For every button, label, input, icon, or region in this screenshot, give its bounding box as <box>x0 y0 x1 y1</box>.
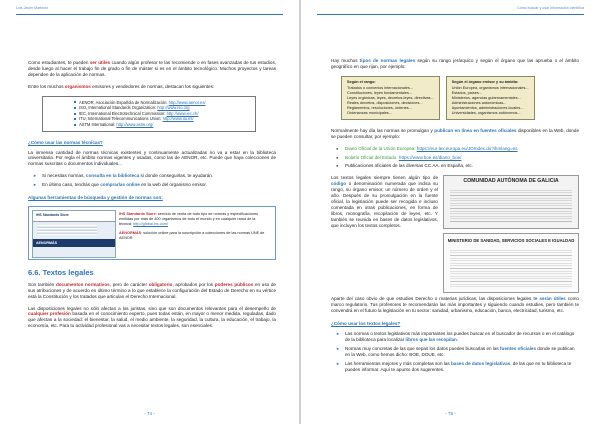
link[interactable]: https://eur-lex.europa.eu/JOIndex.do?ihmlang=es <box>416 145 518 151</box>
screenshot-banner: AENORMÁS <box>33 239 115 247</box>
arrow-bullet-icon: ► <box>33 173 37 179</box>
galicia-gazette-image: COMUNIDAD AUTÓNOMA DE GALICIA <box>443 175 579 229</box>
ministry-gazette-image: MINISTERIO DE SANIDAD, SERVICIOS SOCIALES E IGUALDAD <box>443 233 579 293</box>
paragraph: Entre los muchos organismos emisores y vendedores de normas, destacan los siguientes: <box>28 83 215 89</box>
ihs-screenshot <box>32 210 116 258</box>
running-head-right: Cómo buscar y usar información científica <box>517 6 584 10</box>
arrow-bullet-icon: ► <box>336 330 340 336</box>
arrow-bullet-icon: ► <box>33 182 37 188</box>
link[interactable]: http://www.astm.org/ <box>116 122 154 127</box>
paragraph: Como estudiantes, te pueden ser útiles cuando algún profesor te las recomiende o en fases avanzadas de tus estudios, desde luego al hacer el trabajo fin de grado o fin de máster si es en el ámbito tecnológico. Muchos proyectos y tareas dependen de la aplicación de normas. <box>28 60 277 77</box>
rank-box: Según el rango: Tratados o convenios internacionales... Constituciones, leyes fundamentales... Leyes orgánicas, leyes, decretos-leyes, directivas... Reales decretos, disposiciones, decisiones... Reglamentos, resoluciones, órdenes... Ordenanzas municipales... <box>341 76 440 120</box>
list-item: ISO, International Standards Organization: http://www.iso.org <box>79 105 249 111</box>
bullet-icon: ● <box>336 145 339 151</box>
link[interactable]: http://www.iec.ch/ <box>166 110 199 116</box>
arrow-bullet-icon: ► <box>336 360 340 366</box>
screenshot-header: IHS Standards Store <box>33 211 115 222</box>
left-page <box>0 0 299 424</box>
paragraph: Aparte del caso obvio de que estudies Derecho o materias jurídicas, las disposiciones legales te serán útiles como marco regulatorio. Tus profesores te recomendarán las más importantes y siguiendo cuando estudies, pero también te convendrá en el futuro la legislación en tu sector: sanidad, urbanismo, educación, banca, electricidad, turismo, etc. <box>331 296 579 314</box>
tools-box <box>28 206 276 260</box>
organisms-box <box>42 96 256 132</box>
list-item: ► En último caso, tendrás que comprarlas online en la web del organismo emisor. <box>33 182 207 188</box>
right-page <box>301 0 600 424</box>
tools-description: IHS Standards Store: servicio de venta de todo tipo de normas y especificaciones emitidas por más de 400 organismos de todo el mundo y en cualquier rama de la técnica: http://global.ihs.com/ AENORMÁS: solución online para la suscripción a colecciones de las normas UNE de AENOR. <box>119 211 265 240</box>
list-item: ► Las herramientas mejores y más completas son las bases de datos legislativas, de las que en tu biblioteca te pueden informar. Aquí te apunto dos sugerentes. <box>336 360 572 372</box>
bullet-icon: ● <box>336 154 339 160</box>
link[interactable]: https://www.boe.es/diario_boe/ <box>398 154 462 160</box>
list-item: ► Normas muy concretas de las que sepas los datos puedes buscarlas en las fuentes oficiales donde se publican en la Web, como hemos dicho: BOE, DOUE, etc. <box>336 345 575 357</box>
link[interactable]: http://www.iso.org <box>157 105 190 111</box>
list-item: ► Las normas o textos legislativos más importantes los puedes buscar en el buscador de recursos o en el catálogo de la biblioteca para localizar libros que las recopilan. <box>336 330 575 342</box>
paragraph: Normalmente hay día las normas se promulgan y publican en línea en fuentes oficiales disponibles en la Web, donde se pueden consultar, por ejemplo: <box>331 127 579 139</box>
link[interactable]: http://www.itu.int/ <box>162 116 194 122</box>
paragraph: Las disposiciones legales no sólo afectan a los juristas, sino que son documentos relevantes para el desempeño de cualquier profesión basada en el conocimiento experto, pues todas están, en mayor o menor medida, reguladas, dado que afectan a la sociedad: el bienestar, la salud, el medio ambiente, la seguridad, la cultura, la educación, el trabajo, la economía, etc. Para tu actividad profesional vas a necesitar textos legales, son esenciales. <box>28 305 276 329</box>
arrow-bullet-icon: ► <box>336 345 340 351</box>
paragraph: Son también documentos normativos, pero de carácter obligatorio, aprobados por los poderes públicos en uso de sus atribuciones y de acuerdo en último término a lo que establece la configuración del Estado de Derecho en su vértice está la Constitución y los tratados que articulan el Derecho Internacional. <box>28 281 276 299</box>
bullet-icon: ● <box>336 163 339 169</box>
list-item: IEC, International Electrotechnical Commission: http://www.iec.ch/ <box>79 111 249 117</box>
list-item: ● Publicaciones oficiales de las diversas CC.AA. en España, etc. <box>336 163 473 169</box>
paragraph: Los textos legales siempre tienen algún tipo de código o denominación numerada que indica su rango, su órgano emisor, un número de orden y el año. Después de su promulgación en la fuente oficial, la legislación puede ser recogida e incluso comentada en otras publicaciones, en forma de libros, monografía, recopilación de leyes, etc. Y también se reunida en bases de datos legislativos, que incluyen los textos completos. <box>331 175 438 228</box>
header-rule <box>16 14 283 15</box>
list-item: ► Si necesitas normas, consulta en la biblioteca si donde conseguirlas, te ayudarán. <box>33 173 214 179</box>
link[interactable]: http://global.ihs.com/ <box>133 221 168 226</box>
question-heading: Algunas herramientas de búsqueda y gestión de normas son: <box>28 195 163 201</box>
paragraph: La inmensa cantidad de normas técnicas existentes y continuamente actualizadas no va a estar en la biblioteca universitaria. Por regla el ámbito normas vigentes y usadas, como las de AENOR, etc. Puede que haya colecciones de normas suscritas o documentos individuales... <box>28 149 276 167</box>
section-heading: 6.6. Textos legales <box>28 267 94 277</box>
list-item: ASTM International: http://www.astm.org/ <box>79 122 249 128</box>
link[interactable]: http://www.aenor.es/ <box>168 99 206 105</box>
page-number-right: - 75 - <box>445 411 456 416</box>
list-item: ● Boletín Oficial del Estado: https://www.boe.es/diario_boe/ <box>336 154 462 160</box>
page-number-left: - 74 - <box>144 411 155 416</box>
list-item: ITU, International Telecommunications Union: http://www.itu.int/ <box>79 116 249 122</box>
running-head-left: Luis Javier Martínez <box>16 6 49 10</box>
right-content <box>331 58 579 375</box>
gazette-images <box>443 175 579 293</box>
left-content <box>28 60 276 335</box>
examples-row <box>341 76 579 120</box>
question-heading: ¿Cómo usar los textos legales? <box>331 321 401 327</box>
paragraph: Hay muchos tipos de normas legales según su rango jerárquico y según el órgano que las aprueba o el ámbito geográfico en que rijan, por ejemplo: <box>331 58 579 69</box>
header-rule <box>317 14 584 15</box>
list-item: AENOR, Asociación Española de Normalización: http://www.aenor.es/ <box>79 100 249 106</box>
issuer-box: Según el órgano emisor y su ámbito: Unión Europea, organismos internacionales... Estados, países... Ministerios, agencias gubernamentales... Administraciones autonómicas... Ayuntamientos, administraciones locales... Universidades, organismos autónomos... <box>446 76 535 120</box>
question-heading: ¿Cómo usar las normas técnicas? <box>28 139 103 145</box>
list-item: ● Diario Oficial de la Unión Europea: https://eur-lex.europa.eu/JOIndex.do?ihmlang=es <box>336 145 518 151</box>
